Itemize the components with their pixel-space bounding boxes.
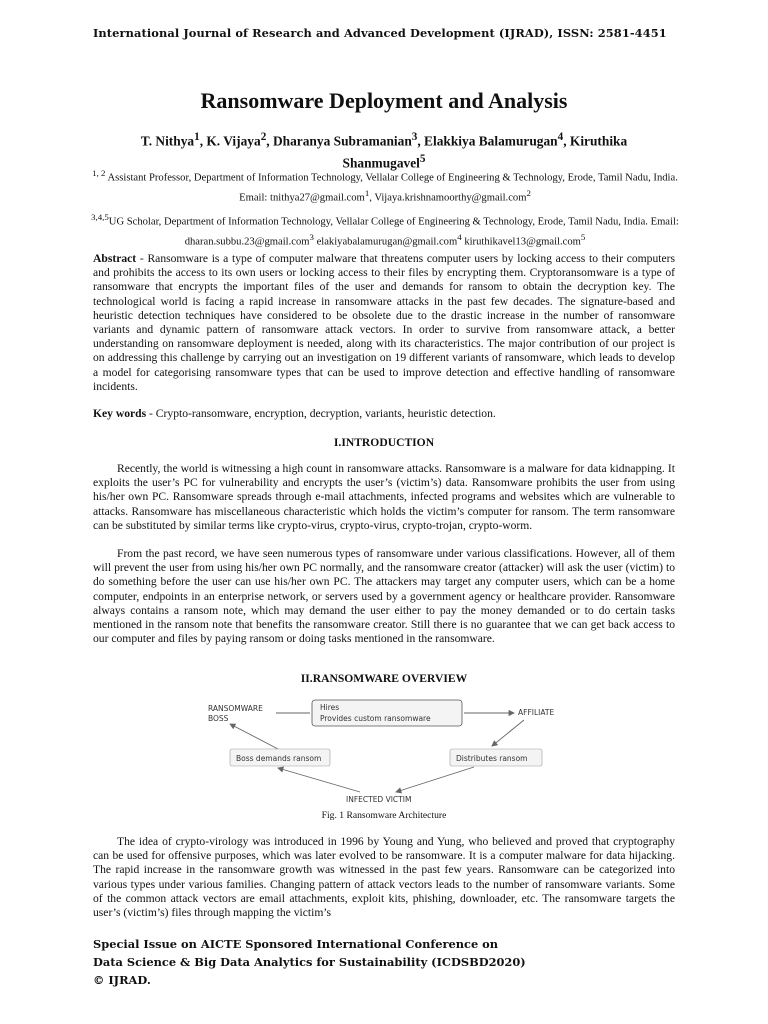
- author-name: Kiruthika Shanmugavel: [342, 133, 628, 171]
- email-link[interactable]: dharan.subbu.23@gmail.com: [184, 236, 310, 248]
- node-ransomware-boss-line1: RANSOMWARE: [208, 704, 263, 713]
- figure-caption: Fig. 1 Ransomware Architecture: [321, 810, 447, 821]
- affiliation-sup: 1, 2: [92, 168, 106, 178]
- node-infected-victim: INFECTED VICTIM: [346, 795, 412, 804]
- affiliation-text: Assistant Professor, Department of Information Technology, Vellalar College of Engineering & Technology, Erode, Tamil Nadu, India. Email:: [107, 172, 678, 204]
- node-distributes-ransom: Distributes ransom: [456, 754, 528, 763]
- email-sup: 1: [364, 187, 370, 198]
- author-sup: 3: [411, 131, 418, 143]
- author-name: K. Vijaya: [206, 133, 261, 149]
- email-link[interactable]: elakiyabalamurugan@gmail.com: [316, 236, 458, 248]
- email-link[interactable]: tnithya27@gmail.com: [270, 192, 365, 204]
- affiliation-sup: 3,4,5: [91, 212, 109, 222]
- abstract-label: Abstract: [93, 252, 137, 265]
- email-sup: 5: [580, 231, 586, 242]
- affiliation-1: $^{1, 2}$ Assistant Professor, Department of Information Technology, Vellalar College of Engineering & Technology, Erode, Tamil Nadu, India. Email: tnithya27@gmail.com$^1$, Vijaya.krishnamoorthy@gmail.com$^2$: [92, 168, 678, 204]
- keywords: [93, 407, 675, 421]
- node-affiliate: AFFILIATE: [518, 708, 555, 717]
- email-link[interactable]: Vijaya.krishnamoorthy@gmail.com: [374, 192, 527, 204]
- section-heading-overview: II.RANSOMWARE OVERVIEW: [300, 672, 468, 685]
- author-list: T. Nithya$^1$, K. Vijaya$^2$, Dharanya Subramanian$^3$, Elakkiya Balamurugan$^4$, Kiruthika Shanmugavel$^5$: [140, 131, 628, 171]
- keywords-text: - Crypto-ransomware, encryption, decryption, variants, heuristic detection.: [146, 407, 496, 420]
- footer-copyright: © IJRAD.: [93, 973, 151, 987]
- footer-line-2: Data Science & Big Data Analytics for Sustainability (ICDSBD2020): [93, 955, 526, 969]
- journal-header: International Journal of Research and Advanced Development (IJRAD), ISSN: 2581-4451: [93, 26, 667, 40]
- affiliation-text: UG Scholar, Department of Information Technology, Vellalar College of Engineering & Technology, Erode, Tamil Nadu, India. Email:: [108, 216, 679, 228]
- overview-paragraph-1: The idea of crypto-virology was introduced in 1996 by Young and Yung, who believed and proved that cryptography can be used for offensive purposes, which was later evolved to be ransomware. It is a computer malware for data hijacking. The rapid increase in the ransomware growth was witnessed in the past few years. Ransomware can be categorized into various types under various families. Changing pattern of attack vectors leads to the number of ransomware variants. Some of the common attack vectors are email attachments, exploit kits, phishing, downloader, etc. The ransomware targets the user’s (victim’s) files through mapping the victim’s: [93, 835, 675, 920]
- author-sup: 4: [557, 131, 564, 143]
- email-sup: 2: [526, 187, 531, 198]
- node-ransomware-boss-line2: BOSS: [208, 714, 229, 723]
- author-sup: 5: [419, 153, 426, 166]
- intro-paragraph-2: From the past record, we have seen numerous types of ransomware under various classifications. However, all of them will prevent the user from using his/her own PC normally, and the ransomware creator (attacker) will ask the user (victim) to do something before the user can use his/her own PC. The attackers may target any computer users, which can be a home computer, endpoints in an enterprise network, or servers used by a government agency or healthcare provider. Ransomware always contains a ransom note, which may demand the user either to pay the money demanded or to do certain tasks mentioned in the ransom note that benefits the ransomware creator. Still there is no guarantee that we can get back access to our computer and files by paying ransom or doing tasks mentioned in the ransomware.: [93, 547, 675, 646]
- author-sup: 1: [194, 131, 200, 143]
- node-hires: Hires: [320, 703, 340, 712]
- section-heading-introduction: I.INTRODUCTION: [333, 436, 435, 449]
- email-link[interactable]: kiruthikavel13@gmail.com: [464, 236, 581, 248]
- abstract: [93, 252, 675, 394]
- footer: [93, 935, 526, 989]
- footer-line-1: Special Issue on AICTE Sponsored International Conference on: [93, 937, 499, 951]
- architecture-diagram: [200, 694, 568, 806]
- author-name: T. Nithya: [140, 133, 195, 149]
- email-sup: 3: [309, 231, 314, 242]
- author-sup: 2: [260, 131, 267, 143]
- email-sup: 4: [457, 231, 462, 242]
- keywords-label: Key words: [93, 407, 147, 420]
- ransomware-architecture-figure: [200, 694, 568, 806]
- intro-paragraph-1: Recently, the world is witnessing a high count in ransomware attacks. Ransomware is a malware for data kidnapping. It exploits the user’s PC for vulnerability and encrypts the user’s (victim’s) data. Ransomware prohibits the user from using his/her own PC. Ransomware spreads through e-mail attachments, infected programs and websites which are vulnerable to attacks. Ransomware has miscellaneous characteristic which holds the victim’s computer for ransom. The term ransomware can be substituted by similar terms like crypto-virus, crypto-virus, crypto-trojan, crypto-worm.: [93, 462, 675, 532]
- node-provides-custom-ransomware: Provides custom ransomware: [320, 714, 431, 723]
- node-boss-demands-ransom: Boss demands ransom: [236, 754, 322, 763]
- author-name: Dharanya Subramanian: [272, 133, 412, 149]
- paper-title: Ransomware Deployment and Analysis: [200, 88, 568, 113]
- abstract-text: - Ransomware is a type of computer malware that threatens computer users by locking access to their computers and prohibits the access to its own users or locking access to their files by encrypting them. Cryptoransomware is a type of ransomware that encrypts the important files of the user and demands for ransom to obtain the decryption key. The technological world is facing a rapid increase in ransomware attacks in the past few decades. The signature-based and heuristic detection techniques have considered to be obsolete due to the drastic increase in the number of ransomware variants and dynamic pattern of ransomware attack vectors. In order to survive from ransomware attack, a better understanding on ransomware deployment is needed, along with its characteristics. The major contribution of our project is on addressing this challenge by carrying out an investigation on 19 different variants of ransomware, which leads to develop a model for categorising ransomware types that can be used to improve detection and effective handling of ransomware incidents.: [93, 252, 675, 393]
- author-name: Elakkiya Balamurugan: [424, 133, 558, 149]
- affiliation-2: [90, 210, 680, 249]
